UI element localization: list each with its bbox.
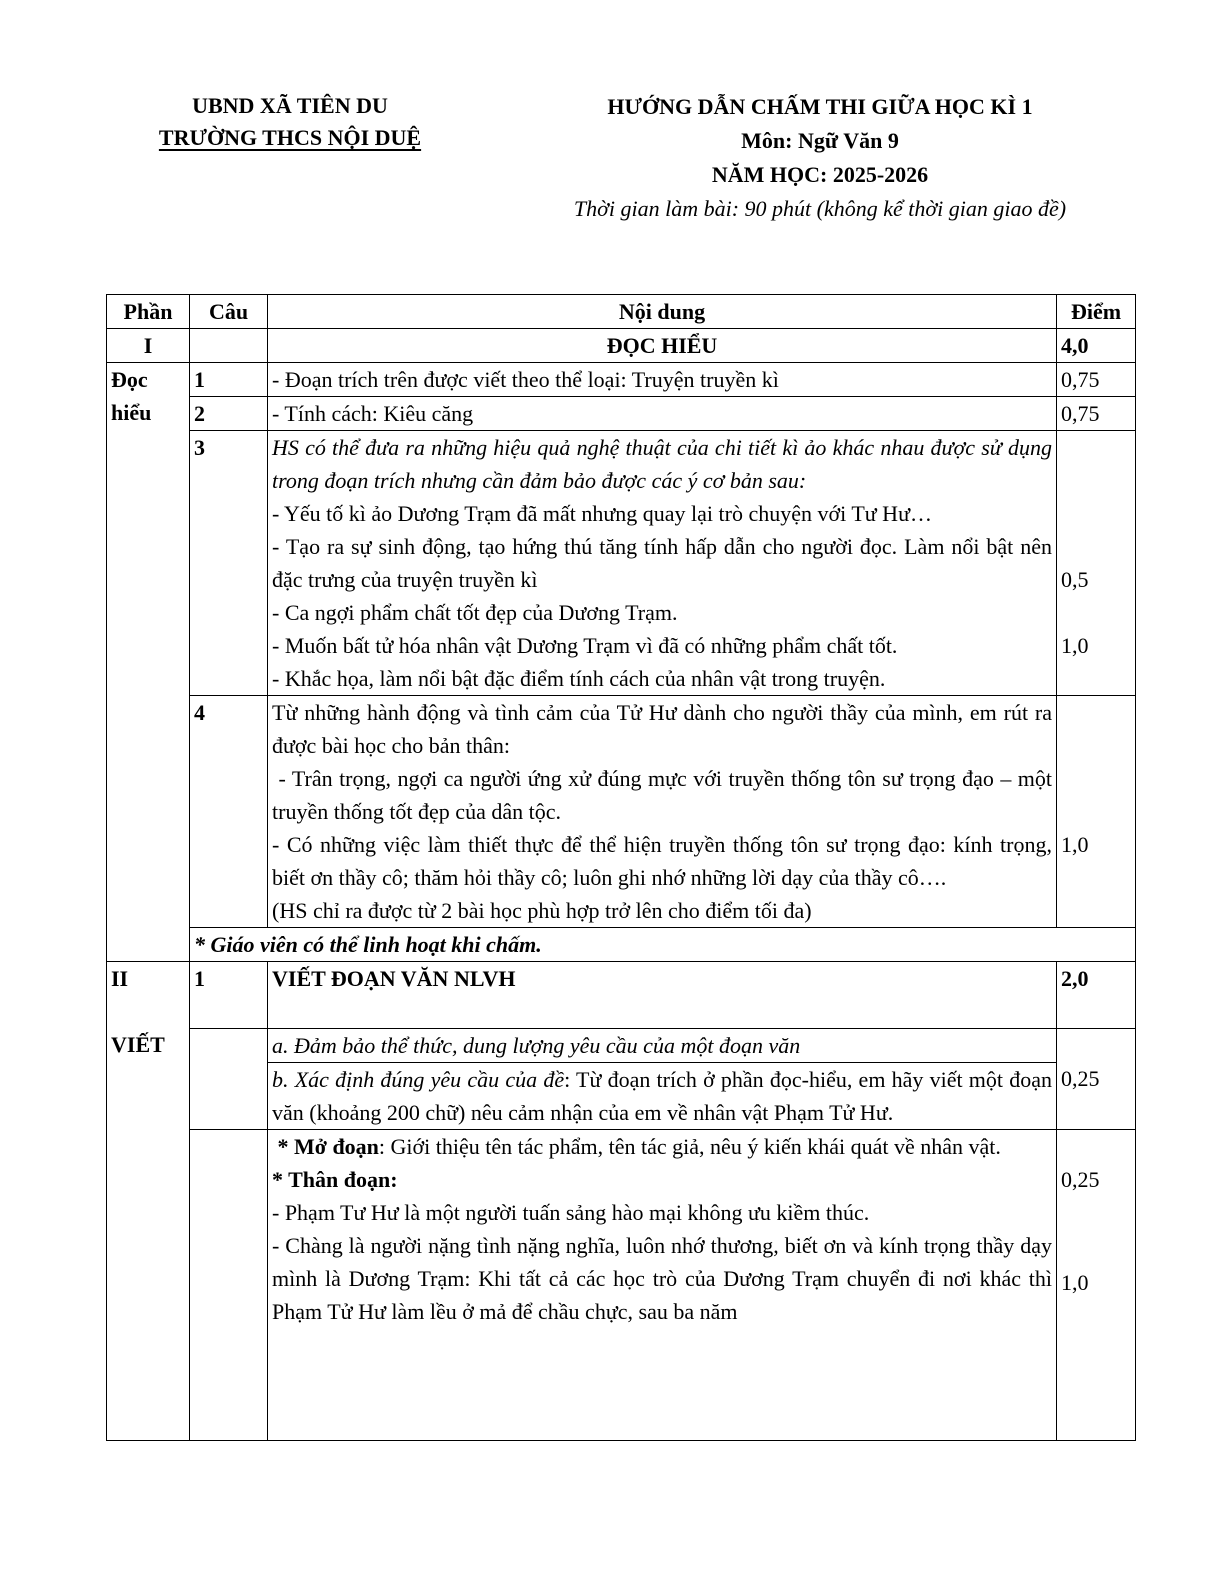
teacher-note: * Giáo viên có thể linh hoạt khi chấm. xyxy=(190,928,1136,962)
question-3-scores xyxy=(1057,431,1136,696)
question-2-score: 0,75 xyxy=(1057,397,1136,431)
question-3-point-2: - Tạo ra sự sinh động, tạo hứng thú tăng tính hấp dẫn cho người đọc. Làm nổi bật nên đặc trưng của truyện truyền kì xyxy=(272,534,1052,592)
question-1-score: 0,75 xyxy=(1057,363,1136,397)
section-2-title: VIẾT ĐOẠN VĂN NLVH xyxy=(268,962,1057,1029)
section-1-label xyxy=(107,363,190,962)
criterion-b xyxy=(268,1062,1057,1129)
question-1-content: - Đoạn trích trên được viết theo thể loại: Truyện truyền kì xyxy=(268,363,1057,397)
body-criteria-scores xyxy=(1057,1129,1136,1400)
body-criteria-content xyxy=(268,1129,1057,1400)
question-4-content xyxy=(268,696,1057,928)
section-2-row xyxy=(107,962,1136,1029)
section-1-label-line2: hiểu xyxy=(111,400,152,425)
question-1-number: 1 xyxy=(190,363,268,397)
question-4-row xyxy=(107,696,1136,928)
header-cau: Câu xyxy=(190,295,268,329)
body-score: 1,0 xyxy=(1061,1269,1089,1295)
section-1-label-line1: Đọc xyxy=(111,367,148,392)
empty-cell xyxy=(268,1400,1057,1441)
header-phan: Phần xyxy=(107,295,190,329)
empty-cell xyxy=(107,1400,190,1441)
opening-score: 0,25 xyxy=(1061,1166,1100,1192)
exam-header xyxy=(520,90,1120,226)
criterion-b-row xyxy=(107,1062,1136,1129)
question-3-point-4: - Muốn bất tử hóa nhân vật Dương Trạm vì đã có những phẩm chất tốt. xyxy=(272,633,898,658)
section-2-label-cell xyxy=(107,1028,190,1400)
question-3-point-1: - Yếu tố kì ảo Dương Trạm đã mất nhưng quay lại trò chuyện với Tư Hư… xyxy=(272,501,932,526)
body-point-2: - Chàng là người nặng tình nặng nghĩa, luôn nhớ thương, biết ơn và kính trọng thầy dạy mình là Dương Trạm: Khi tất cả các học trò của Dương Trạm chuyển đi nơi khác thì Phạm Tử Hư làm lều ở mả để chầu chực, sau ba năm xyxy=(272,1232,1052,1324)
criterion-b-text: : Từ đoạn trích ở phần đọc-hiểu, em hãy viết một đoạn văn (khoảng 200 chữ) nêu cảm nhận của em về nhân vật Phạm Tử Hư. xyxy=(272,1066,1053,1125)
section-2-label: VIẾT xyxy=(111,1032,165,1057)
question-4-intro: Từ những hành động và tình cảm của Tử Hư dành cho người thầy của mình, em rút ra được bài học cho bản thân: xyxy=(272,700,1052,758)
body-criteria-row xyxy=(107,1129,1136,1400)
question-4-number: 4 xyxy=(190,696,268,928)
criteria-ab-score: 0,25 xyxy=(1061,1065,1100,1091)
empty-cell xyxy=(190,1028,268,1062)
grading-table xyxy=(106,294,1136,1441)
question-2-content: - Tính cách: Kiêu căng xyxy=(268,397,1057,431)
section-2-number: II xyxy=(107,962,190,1029)
question-2-row xyxy=(107,397,1136,431)
question-3-score-2: 1,0 xyxy=(1061,633,1089,658)
question-4-point-1: - Trân trọng, ngợi ca người ứng xử đúng mực với truyền thống tôn sư trọng đạo – một truyền thống tốt đẹp của dân tộc. xyxy=(272,766,1058,824)
question-3-score-1: 0,5 xyxy=(1061,567,1089,592)
opening-criterion xyxy=(272,1130,1052,1163)
header-diem: Điểm xyxy=(1057,295,1136,329)
question-4-point-2: - Có những việc làm thiết thực để thể hiện truyền thống tôn sư trọng đạo: kính trọng, biết ơn thầy cô; thăm hỏi thầy cô; luôn ghi nhớ những lời dạy của thầy cô…. xyxy=(272,832,1052,890)
exam-year: NĂM HỌC: 2025-2026 xyxy=(711,162,929,187)
empty-cell xyxy=(190,1062,268,1129)
exam-subject: Môn: Ngữ Văn 9 xyxy=(741,128,899,153)
section-1-title: ĐỌC HIỂU xyxy=(268,329,1057,363)
school-header xyxy=(120,90,460,154)
section-1-score: 4,0 xyxy=(1057,329,1136,363)
criterion-a: a. Đảm bảo thể thức, dung lượng yêu cầu của một đoạn văn xyxy=(268,1028,1057,1062)
criterion-b-label: b. Xác định đúng yêu cầu của đề xyxy=(272,1066,565,1092)
table-bottom-row xyxy=(107,1400,1136,1441)
question-4-score: 1,0 xyxy=(1061,832,1089,857)
criterion-a-row xyxy=(107,1028,1136,1062)
question-4-score-cell xyxy=(1057,696,1136,928)
opening-text: : Giới thiệu tên tác phẩm, tên tác giả, nêu ý kiến khái quát về nhân vật. xyxy=(378,1133,1001,1159)
question-4-note: (HS chỉ ra được từ 2 bài học phù hợp trở lên cho điểm tối đa) xyxy=(272,898,812,923)
empty-cell xyxy=(190,1400,268,1441)
empty-cell xyxy=(1057,1400,1136,1441)
body-label: * Thân đoạn: xyxy=(272,1166,398,1192)
exam-time: Thời gian làm bài: 90 phút (không kể thời gian giao đề) xyxy=(573,196,1067,221)
body-point-1: - Phạm Tư Hư là một người tuấn sảng hào mại không ưu kiềm thúc. xyxy=(272,1199,870,1225)
section-1-number: I xyxy=(107,329,190,363)
note-row xyxy=(107,928,1136,962)
section-2-score: 2,0 xyxy=(1057,962,1136,1029)
question-3-intro: HS có thể đưa ra những hiệu quả nghệ thuật của chi tiết kì ảo khác nhau được sử dụng trong đoạn trích nhưng cần đảm bảo được các ý cơ bản sau: xyxy=(272,435,1052,493)
empty-cell xyxy=(190,1129,268,1400)
school-name: TRƯỜNG THCS NỘI DUỆ xyxy=(158,125,422,150)
table-header-row xyxy=(107,295,1136,329)
section-1-row xyxy=(107,329,1136,363)
question-3-content xyxy=(268,431,1057,696)
question-3-number: 3 xyxy=(190,431,268,696)
header-noidung: Nội dung xyxy=(268,295,1057,329)
section-2-question-number: 1 xyxy=(190,962,268,1029)
opening-label: * Mở đoạn xyxy=(277,1133,379,1159)
question-2-number: 2 xyxy=(190,397,268,431)
criteria-ab-score-cell xyxy=(1057,1028,1136,1129)
question-3-point-3: - Ca ngợi phẩm chất tốt đẹp của Dương Trạm. xyxy=(272,600,678,625)
exam-title: HƯỚNG DẪN CHẤM THI GIỮA HỌC KÌ 1 xyxy=(607,94,1033,119)
question-1-row xyxy=(107,363,1136,397)
empty-cell xyxy=(190,329,268,363)
question-3-point-5: - Khắc họa, làm nổi bật đặc điểm tính cách của nhân vật trong truyện. xyxy=(272,666,886,691)
question-3-row xyxy=(107,431,1136,696)
district-name: UBND XÃ TIÊN DU xyxy=(192,93,388,118)
